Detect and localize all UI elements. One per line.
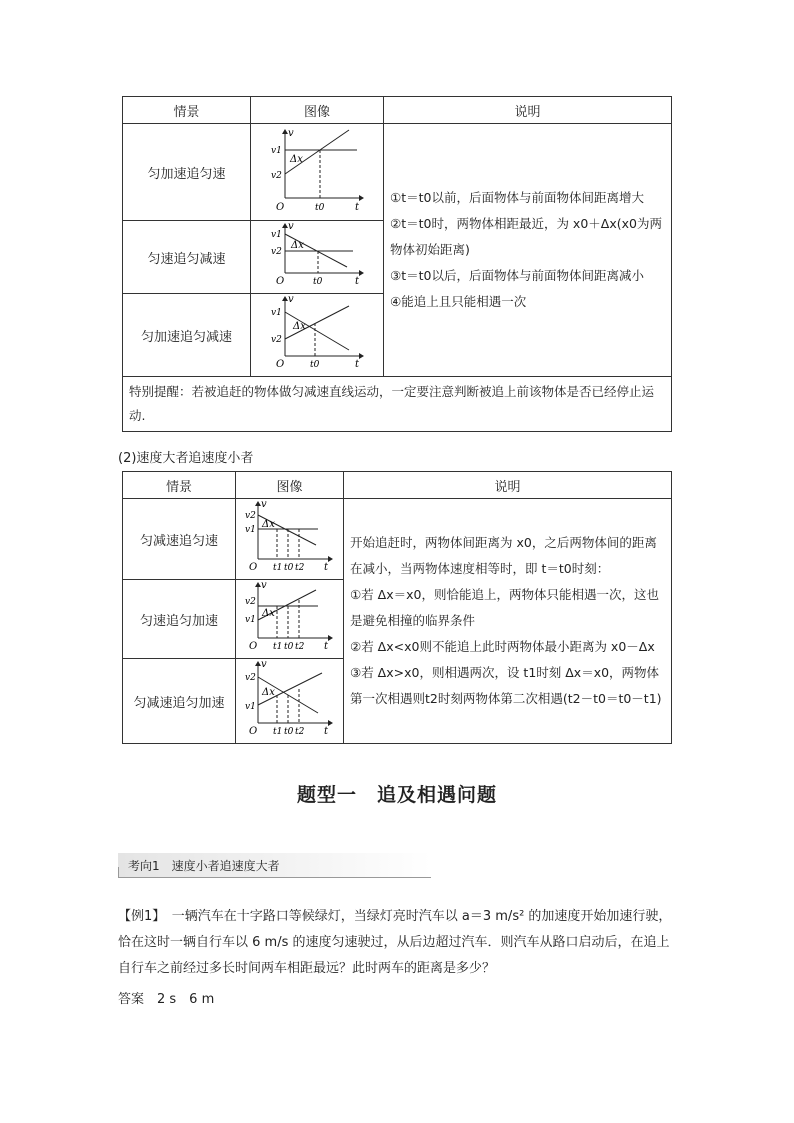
t-label: t <box>324 562 329 573</box>
v2-label: v2 <box>245 673 256 683</box>
delta-x-label: Δx <box>290 154 303 165</box>
v-label: v <box>261 499 267 510</box>
t-label: t <box>355 276 360 287</box>
v1-label: v1 <box>245 525 256 535</box>
graph-cell <box>236 580 344 659</box>
v2-label: v2 <box>271 335 282 345</box>
t-axis-arrow <box>328 556 333 562</box>
v1-label: v1 <box>271 308 282 318</box>
v1-label: v1 <box>271 146 282 156</box>
vt-graph <box>236 659 343 739</box>
description-line: 开始追赶时，两物体间距离为 x0，之后两物体间的距离在减小，当两物体速度相等时，即 t＝t0时刻： <box>350 535 657 576</box>
scene-cell: 匀减速追匀速 <box>123 499 236 580</box>
description-line: ②若 Δx<x0则不能追上此时两物体最小距离为 x0－Δx <box>350 639 655 654</box>
graph-cell <box>236 659 344 744</box>
v1-label: v1 <box>271 230 282 240</box>
v-label: v <box>288 221 294 232</box>
description-line: ①若 Δx＝x0，则恰能追上，两物体只能相遇一次，这也是避免相撞的临界条件 <box>350 587 659 628</box>
origin-label: O <box>276 359 285 370</box>
delta-x-label: Δx <box>293 321 306 332</box>
v2-label: v2 <box>245 511 256 521</box>
scene-cell: 匀加速追匀速 <box>123 124 251 221</box>
t0-label: t0 <box>284 642 294 652</box>
vt-graph <box>251 124 383 216</box>
graph-cell <box>251 221 384 294</box>
subsection-title: (2)速度大者追速度小者 <box>118 451 254 466</box>
t0-label: t0 <box>284 727 294 737</box>
section-title: 题型一 追及相遇问题 <box>296 784 497 806</box>
delta-x-label: Δx <box>262 519 275 530</box>
t-label: t <box>324 726 329 737</box>
description-line: ③若 Δx>x0，则相遇两次，设 t1时刻 Δx＝x0，两物体第一次相遇则t2时刻两物体第二次相遇(t2－t0＝t0－t1) <box>350 665 662 706</box>
v-label: v <box>261 659 267 670</box>
vt-graph <box>236 499 343 575</box>
scene-cell: 匀速追匀减速 <box>123 221 251 294</box>
t1-label: t1 <box>273 727 283 737</box>
vt-graph <box>236 580 343 654</box>
graph-cell <box>251 124 384 221</box>
graph-cell <box>251 294 384 377</box>
special-note: 特别提醒：若被追赶的物体做匀减速直线运动，一定要注意判断被追上前该物体是否已经停止运动. <box>123 377 672 432</box>
kaoxiang-label: 考向1 速度小者追速度大者 <box>128 859 280 873</box>
description-line: ④能追上且只能相遇一次 <box>390 294 527 309</box>
header-graph: 图像 <box>251 97 384 124</box>
chase-table-fast-chases-slow <box>122 471 672 744</box>
t-label: t <box>324 641 329 652</box>
v2-label: v2 <box>245 597 256 607</box>
t0-label: t0 <box>315 203 325 213</box>
answer: 答案 2 s 6 m <box>118 992 215 1007</box>
scene-cell: 匀减速追匀加速 <box>123 659 236 744</box>
v1-label: v1 <box>245 615 256 625</box>
accelerated-line <box>285 130 349 174</box>
v1-label: v1 <box>245 702 256 712</box>
header-graph: 图像 <box>236 472 344 499</box>
t-axis-arrow <box>359 270 364 276</box>
origin-label: O <box>276 202 285 213</box>
vt-graph <box>251 221 383 289</box>
description-cell <box>344 499 672 744</box>
header-description: 说明 <box>344 472 672 499</box>
description-line: ③t＝t0以后，后面物体与前面物体间距离减小 <box>390 268 644 283</box>
description-line: ②t＝t0时，两物体相距最近，为 x0＋Δx(x0为两物体初始距离) <box>390 216 662 257</box>
t-label: t <box>355 359 360 370</box>
t-axis-arrow <box>359 353 364 359</box>
delta-x-label: Δx <box>262 687 275 698</box>
scene-cell: 匀加速追匀减速 <box>123 294 251 377</box>
chase-table-slow-chases-fast <box>122 96 672 432</box>
description-line: ①t＝t0以前，后面物体与前面物体间距离增大 <box>390 190 644 205</box>
header-description: 说明 <box>384 97 672 124</box>
t-axis-arrow <box>328 635 333 641</box>
t2-label: t2 <box>295 642 305 652</box>
header-scene: 情景 <box>123 97 251 124</box>
vt-graph <box>251 294 383 372</box>
v-label: v <box>288 294 294 305</box>
t0-label: t0 <box>313 277 323 287</box>
t2-label: t2 <box>295 727 305 737</box>
delta-x-label: Δx <box>262 608 275 619</box>
banner-tick <box>118 867 119 877</box>
graph-cell <box>236 499 344 580</box>
scene-cell: 匀速追匀加速 <box>123 580 236 659</box>
v-label: v <box>288 128 294 139</box>
t0-label: t0 <box>284 563 294 573</box>
description-cell <box>384 124 672 377</box>
t1-label: t1 <box>273 642 283 652</box>
origin-label: O <box>249 726 258 737</box>
kaoxiang-banner <box>118 853 431 878</box>
v-label: v <box>261 580 267 591</box>
header-scene: 情景 <box>123 472 236 499</box>
t2-label: t2 <box>295 563 305 573</box>
t0-label: t0 <box>310 360 320 370</box>
origin-label: O <box>276 276 285 287</box>
v2-label: v2 <box>271 171 282 181</box>
origin-label: O <box>249 641 258 652</box>
v2-label: v2 <box>271 247 282 257</box>
origin-label: O <box>249 562 258 573</box>
t-axis-arrow <box>359 195 364 201</box>
example-problem: 【例1】 一辆汽车在十字路口等候绿灯，当绿灯亮时汽车以 a＝3 m/s² 的加速度开始加速行驶，恰在这时一辆自行车以 6 m/s 的速度匀速驶过，从后边超过汽车．则汽车从路口启动后，在追上自行车之前经过多长时间两车相距最远？此时两车的距离是多少？ <box>118 909 672 976</box>
delta-x-label: Δx <box>291 240 304 251</box>
t-axis-arrow <box>328 720 333 726</box>
t1-label: t1 <box>273 563 283 573</box>
t-label: t <box>355 202 360 213</box>
